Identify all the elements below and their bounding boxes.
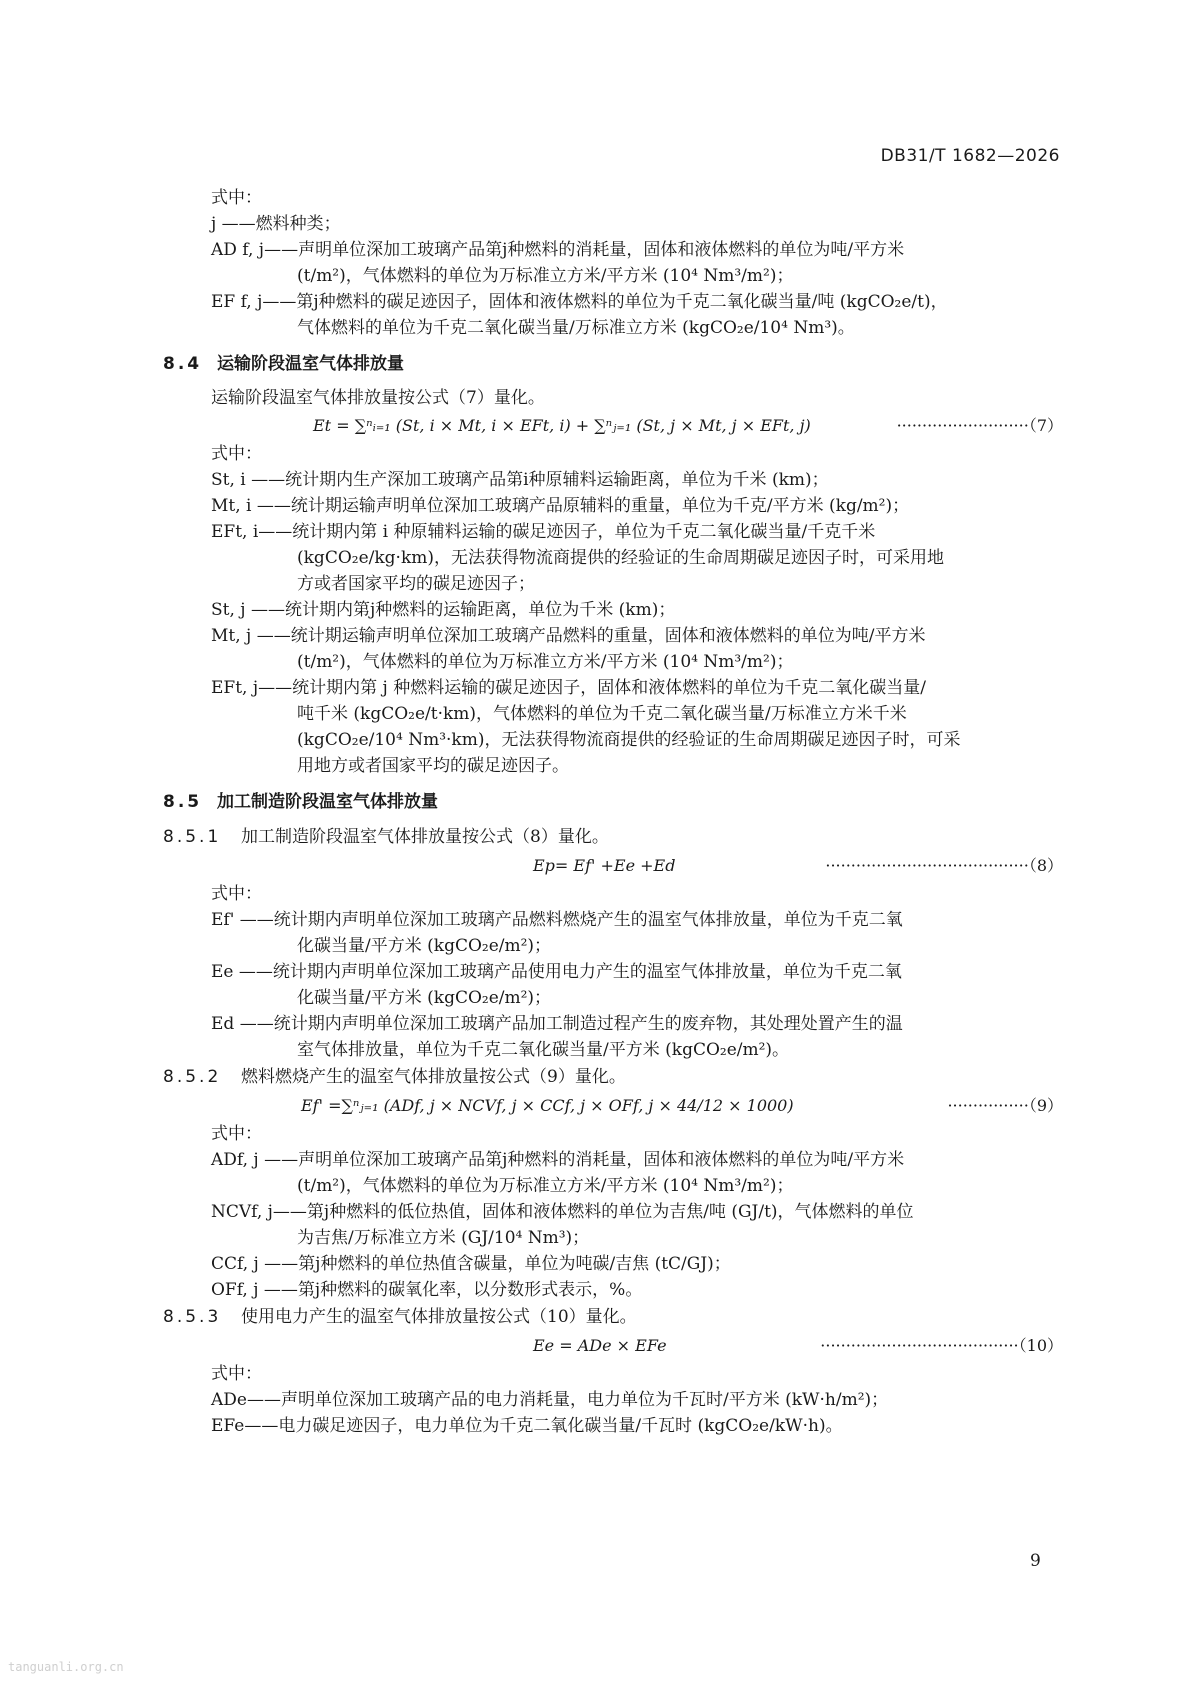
- subsection-8-5-1: [163, 823, 1063, 851]
- definition-line: St, i ——统计期内生产深加工玻璃产品第i种原辅料运输距离，单位为千米 (km)；: [211, 470, 829, 490]
- definition-line: EF f, j——第j种燃料的碳足迹因子，固体和液体燃料的单位为千克二氧化碳当量/吨 (kgCO₂e/t)，: [211, 292, 948, 312]
- section-heading-8-5: [163, 789, 1063, 815]
- definition-line: (t/m²)，气体燃料的单位为万标准立方米/平方米 (10⁴ Nm³/m²)；: [297, 652, 794, 672]
- section-heading-8-4: [163, 351, 1063, 377]
- definition-line: (kgCO₂e/kg·km)，无法获得物流商提供的经验证的生命周期碳足迹因子时，可采用地: [297, 548, 945, 568]
- definition-line: EFt, i——统计期内第 i 种原辅料运输的碳足迹因子，单位为千克二氧化碳当量/千克千米: [211, 522, 876, 542]
- page-number: 9: [1030, 1551, 1041, 1571]
- definition-line: 吨千米 (kgCO₂e/t·km)，气体燃料的单位为千克二氧化碳当量/万标准立方米千米: [297, 704, 907, 724]
- definition-line: j ——燃料种类；: [211, 214, 341, 234]
- definition-line: 为吉焦/万标准立方米 (GJ/10⁴ Nm³)；: [297, 1228, 590, 1248]
- definition-line: 气体燃料的单位为千克二氧化碳当量/万标准立方米 (kgCO₂e/10⁴ Nm³)。: [297, 318, 855, 338]
- definition-line: 室气体排放量，单位为千克二氧化碳当量/平方米 (kgCO₂e/m²)。: [297, 1040, 790, 1060]
- definition-line: EFt, j——统计期内第 j 种燃料运输的碳足迹因子，固体和液体燃料的单位为千克二氧化碳当量/: [211, 678, 926, 698]
- definition-line: AD f, j——声明单位深加工玻璃产品第j种燃料的消耗量，固体和液体燃料的单位为吨/平方米: [211, 240, 905, 260]
- definition-line: (t/m²)，气体燃料的单位为万标准立方米/平方米 (10⁴ Nm³/m²)；: [297, 266, 794, 286]
- where-label: 式中：: [211, 444, 262, 464]
- formula-number: ················（9）: [947, 1096, 1063, 1115]
- formula-10: [163, 1331, 1063, 1361]
- definition-line: NCVf, j——第j种燃料的低位热值，固体和液体燃料的单位为吉焦/吨 (GJ/t)，气体燃料的单位: [211, 1202, 914, 1222]
- definition-line: Ee ——统计期内声明单位深加工玻璃产品使用电力产生的温室气体排放量，单位为千克二氧: [211, 962, 902, 982]
- definition-line: (kgCO₂e/10⁴ Nm³·km)，无法获得物流商提供的经验证的生命周期碳足迹因子时，可采: [297, 730, 961, 750]
- where-label: 式中：: [211, 884, 262, 904]
- definition-line: ADe——声明单位深加工玻璃产品的电力消耗量，电力单位为千瓦时/平方米 (kW·h/m²)；: [211, 1390, 889, 1410]
- formula-expression: Ef' =∑ⁿⱼ₌₁ (ADf, j × NCVf, j × CCf, j × OFf, j × 44/12 × 1000): [301, 1096, 794, 1115]
- definition-line: CCf, j ——第j种燃料的单位热值含碳量，单位为吨碳/吉焦 (tC/GJ)；: [211, 1254, 731, 1274]
- definition-line: Mt, i ——统计期运输声明单位深加工玻璃产品原辅料的重量，单位为千克/平方米 (kg/m²)；: [211, 496, 910, 516]
- subsection-text: 加工制造阶段温室气体排放量按公式（8）量化。: [241, 827, 609, 847]
- formula-number: ··························（7）: [896, 416, 1063, 435]
- formula-9: [163, 1091, 1063, 1121]
- definition-line: ADf, j ——声明单位深加工玻璃产品第j种燃料的消耗量，固体和液体燃料的单位为吨/平方米: [211, 1150, 905, 1170]
- section-title: 加工制造阶段温室气体排放量: [217, 792, 438, 812]
- paragraph: 运输阶段温室气体排放量按公式（7）量化。: [211, 388, 545, 408]
- definition-line: 化碳当量/平方米 (kgCO₂e/m²)；: [297, 936, 552, 956]
- where-label: 式中：: [211, 1124, 262, 1144]
- formula-expression: Ep= Ef' +Ee +Ed: [533, 856, 676, 875]
- subsection-number: 8.5.1: [163, 827, 222, 847]
- definition-line: Ed ——统计期内声明单位深加工玻璃产品加工制造过程产生的废弃物，其处理处置产生的温: [211, 1014, 903, 1034]
- definition-line: Mt, j ——统计期运输声明单位深加工玻璃产品燃料的重量，固体和液体燃料的单位为吨/平方米: [211, 626, 926, 646]
- where-label: 式中：: [211, 1364, 262, 1384]
- definition-line: 用地方或者国家平均的碳足迹因子。: [297, 756, 569, 776]
- definition-line: 方或者国家平均的碳足迹因子；: [297, 574, 535, 594]
- formula-number: ········································（8）: [825, 856, 1063, 875]
- section-number: 8.4: [163, 354, 203, 374]
- section-title: 运输阶段温室气体排放量: [217, 354, 404, 374]
- definition-line: 化碳当量/平方米 (kgCO₂e/m²)；: [297, 988, 552, 1008]
- watermark: tanguanli.org.cn: [8, 1660, 124, 1674]
- formula-expression: Et = ∑ⁿᵢ₌₁ (St, i × Mt, i × EFt, i) + ∑ⁿⱼ₌₁ (St, j × Mt, j × EFt, j): [313, 416, 811, 435]
- definition-line: OFf, j ——第j种燃料的碳氧化率，以分数形式表示，%。: [211, 1280, 643, 1300]
- subsection-text: 燃料燃烧产生的温室气体排放量按公式（9）量化。: [241, 1067, 626, 1087]
- definition-line: Ef' ——统计期内声明单位深加工玻璃产品燃料燃烧产生的温室气体排放量，单位为千克二氧: [211, 910, 903, 930]
- formula-8: [163, 851, 1063, 881]
- formula-7: [163, 411, 1063, 441]
- definition-line: St, j ——统计期内第j种燃料的运输距离，单位为千米 (km)；: [211, 600, 676, 620]
- definition-line: EFe——电力碳足迹因子，电力单位为千克二氧化碳当量/千瓦时 (kgCO₂e/kW·h)。: [211, 1416, 843, 1436]
- document-number: DB31/T 1682—2026: [880, 146, 1060, 166]
- subsection-8-5-3: [163, 1303, 1063, 1331]
- subsection-number: 8.5.3: [163, 1307, 222, 1327]
- where-label: 式中：: [211, 188, 262, 208]
- definition-line: (t/m²)，气体燃料的单位为万标准立方米/平方米 (10⁴ Nm³/m²)；: [297, 1176, 794, 1196]
- page-content: [163, 185, 1063, 1439]
- formula-number: ·······································（10）: [820, 1336, 1063, 1355]
- formula-expression: Ee = ADe × EFe: [533, 1336, 667, 1355]
- section-number: 8.5: [163, 792, 203, 812]
- subsection-8-5-2: [163, 1063, 1063, 1091]
- subsection-number: 8.5.2: [163, 1067, 222, 1087]
- subsection-text: 使用电力产生的温室气体排放量按公式（10）量化。: [241, 1307, 637, 1327]
